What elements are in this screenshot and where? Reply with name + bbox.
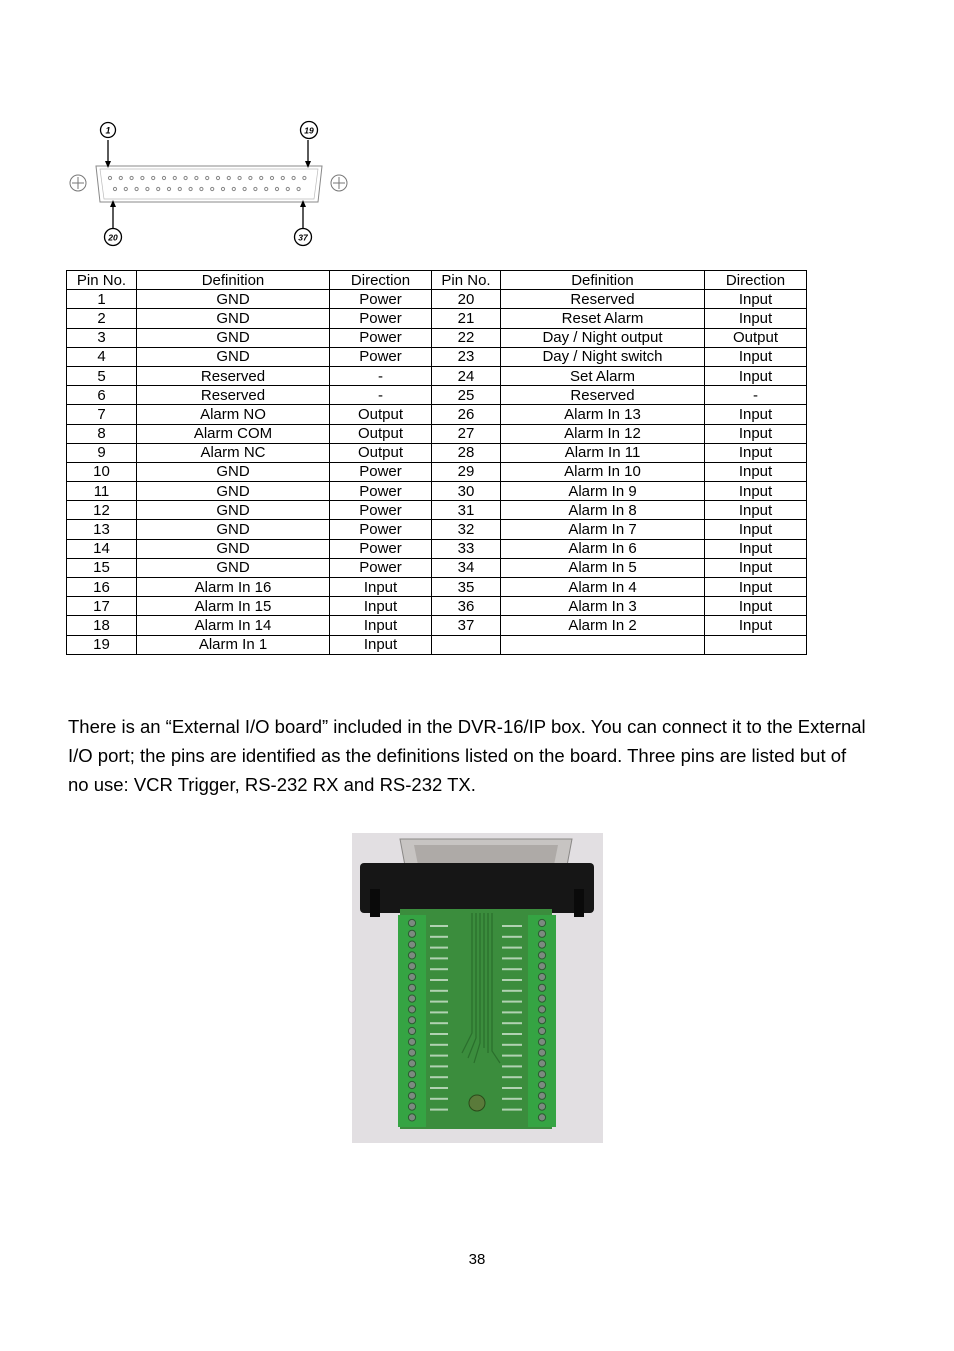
silkscreen-label [502,936,522,938]
table-row [67,366,807,385]
terminal-screw [538,930,545,937]
connector-pin [249,176,252,179]
cell-definition: Alarm In 16 [137,578,330,597]
cell-definition-2: Alarm In 13 [501,405,705,424]
terminal-screw [538,1017,545,1024]
terminal-screw [408,1092,415,1099]
connector-pin [108,176,111,179]
terminal-screw [408,1060,415,1067]
header-definition: Definition [137,271,330,290]
cell-direction-2: - [705,386,807,405]
cell-pin-no-2: 28 [432,443,501,462]
silkscreen-label [430,990,448,992]
header-direction-2: Direction [705,271,807,290]
terminal-screw [538,1027,545,1034]
silkscreen-label [502,1109,522,1111]
cell-definition-2: Alarm In 2 [501,616,705,635]
terminal-screw [538,1049,545,1056]
cell-definition-2: Reset Alarm [501,309,705,328]
terminal-screw [408,1081,415,1088]
terminal-screw [538,973,545,980]
cell-definition-2: Set Alarm [501,366,705,385]
cell-definition-2 [501,635,705,654]
silkscreen-label [430,1065,448,1067]
cell-direction: Input [330,578,432,597]
cell-direction: Power [330,328,432,347]
silkscreen-label [430,979,448,981]
cell-definition-2: Reserved [501,386,705,405]
silkscreen-label [430,947,448,949]
cell-pin-no: 6 [67,386,137,405]
header-direction: Direction [330,271,432,290]
cell-direction: Output [330,424,432,443]
connector-pin [270,176,273,179]
silkscreen-label [430,1001,448,1003]
connector-pin [157,187,160,190]
cell-direction-2: Input [705,520,807,539]
cell-definition-2: Alarm In 5 [501,558,705,577]
connector-pin [216,176,219,179]
cell-direction: Output [330,405,432,424]
cell-definition: Reserved [137,386,330,405]
silkscreen-label [502,1033,522,1035]
cell-direction-2: Input [705,558,807,577]
cell-direction-2: Input [705,347,807,366]
terminal-screw [408,1103,415,1110]
terminal-screw [408,984,415,991]
cell-pin-no: 13 [67,520,137,539]
cell-pin-no: 8 [67,424,137,443]
terminal-screw [538,1092,545,1099]
cell-pin-no-2: 31 [432,501,501,520]
terminal-screw [538,952,545,959]
connector-pin [243,187,246,190]
cell-direction-2: Input [705,290,807,309]
cell-pin-no-2: 32 [432,520,501,539]
silkscreen-label [502,957,522,959]
table-body [67,290,807,655]
terminal-screw [538,1006,545,1013]
body-paragraph: There is an “External I/O board” included in the DVR-16/IP box. You can connect it to the External I/O port; the pins are identified as the definitions listed on the board. Three pins are listed but of no use: VCR Trigger, RS-232 RX and RS-232 TX. [68,716,866,795]
cell-pin-no-2: 21 [432,309,501,328]
silkscreen-label [502,1022,522,1024]
terminal-screw [408,1017,415,1024]
table-row [67,386,807,405]
cell-direction: Input [330,616,432,635]
table-row [67,328,807,347]
terminal-screw [538,941,545,948]
cell-definition-2: Alarm In 3 [501,597,705,616]
cell-definition-2: Alarm In 4 [501,578,705,597]
silkscreen-label [430,1044,448,1046]
cell-definition-2: Alarm In 9 [501,482,705,501]
silkscreen-label [430,1076,448,1078]
terminal-screw [408,1038,415,1045]
silkscreen-label [502,1065,522,1067]
table-row [67,443,807,462]
cell-definition-2: Day / Night switch [501,347,705,366]
connector-pin [232,187,235,190]
table-row [67,597,807,616]
terminal-screw [408,1114,415,1121]
cell-pin-no: 2 [67,309,137,328]
connector-pin [227,176,230,179]
cell-pin-no-2: 26 [432,405,501,424]
table-row [67,347,807,366]
cell-pin-no: 17 [67,597,137,616]
cell-direction: Input [330,597,432,616]
cell-direction: Power [330,520,432,539]
table-row [67,558,807,577]
silkscreen-label [502,1098,522,1100]
terminal-screw [538,1103,545,1110]
terminal-screw [538,995,545,1002]
connector-pin [286,187,289,190]
cell-direction-2: Output [705,328,807,347]
page-number: 38 [468,1251,486,1268]
cell-definition-2: Alarm In 8 [501,501,705,520]
silkscreen-label [502,990,522,992]
terminal-screw [408,919,415,926]
cell-direction-2: Input [705,443,807,462]
pin-badge-1 [101,123,116,138]
cell-pin-no: 10 [67,462,137,481]
cell-pin-no-2: 25 [432,386,501,405]
cell-definition: Alarm In 15 [137,597,330,616]
cell-pin-no-2: 23 [432,347,501,366]
connector-pin [124,187,127,190]
table-row [67,578,807,597]
terminal-screw [538,1038,545,1045]
table-row [67,616,807,635]
cell-direction-2: Input [705,482,807,501]
table-row [67,539,807,558]
cell-definition: GND [137,328,330,347]
svg-text:37: 37 [298,232,308,243]
connector-pin [254,187,257,190]
cell-direction: Power [330,309,432,328]
cell-pin-no: 18 [67,616,137,635]
silkscreen-label [430,1087,448,1089]
cell-definition-2: Alarm In 6 [501,539,705,558]
connector-pin [178,187,181,190]
cell-pin-no: 11 [67,482,137,501]
pin-badge-19 [301,122,318,139]
cell-direction: Power [330,347,432,366]
external-io-board-photo [352,833,603,1143]
cell-pin-no: 12 [67,501,137,520]
connector-pin [303,176,306,179]
cell-pin-no: 1 [67,290,137,309]
connector-pin [200,187,203,190]
connector-pin [119,176,122,179]
cell-pin-no-2: 20 [432,290,501,309]
cell-direction: - [330,366,432,385]
silkscreen-label [430,1011,448,1013]
cell-definition: Alarm In 1 [137,635,330,654]
silkscreen-label [502,1044,522,1046]
table-row [67,520,807,539]
cell-pin-no-2: 35 [432,578,501,597]
connector-pin [146,187,149,190]
terminal-screw [408,963,415,970]
terminal-screw [538,963,545,970]
connector-pin [130,176,133,179]
connector-pin [195,176,198,179]
cell-pin-no-2: 34 [432,558,501,577]
svg-text:20: 20 [108,232,118,243]
cell-direction-2: Input [705,539,807,558]
table-row [67,309,807,328]
cell-direction: Power [330,482,432,501]
cell-direction-2: Input [705,578,807,597]
cell-pin-no: 3 [67,328,137,347]
table-row [67,290,807,309]
terminal-screw [408,952,415,959]
terminal-screw [538,919,545,926]
connector-pin [189,187,192,190]
header-pin-no-2: Pin No. [432,271,501,290]
cell-definition-2: Alarm In 11 [501,443,705,462]
silkscreen-label [430,1109,448,1111]
right-mounting-hole-icon [331,175,347,191]
pin-badge-37 [295,229,312,246]
cell-direction-2: Input [705,405,807,424]
connector-pin [292,176,295,179]
cell-definition-2: Alarm In 12 [501,424,705,443]
cell-direction-2 [705,635,807,654]
cell-pin-no-2: 22 [432,328,501,347]
silkscreen-label [502,1076,522,1078]
cell-direction-2: Input [705,616,807,635]
terminal-screw [408,973,415,980]
terminal-screw [538,984,545,991]
cell-direction: Output [330,443,432,462]
cell-definition-2: Alarm In 7 [501,520,705,539]
silkscreen-label [430,1033,448,1035]
cell-definition: GND [137,482,330,501]
silkscreen-label [502,1087,522,1089]
cell-pin-no-2: 24 [432,366,501,385]
silkscreen-label [430,925,448,927]
cell-definition: GND [137,347,330,366]
table-row [67,405,807,424]
header-pin-no: Pin No. [67,271,137,290]
cell-pin-no: 15 [67,558,137,577]
connector-pin [221,187,224,190]
cell-pin-no: 9 [67,443,137,462]
table-row [67,462,807,481]
terminal-screw [408,941,415,948]
cell-definition: Reserved [137,366,330,385]
pin-badge-20 [105,229,122,246]
cell-direction: Input [330,635,432,654]
cell-definition-2: Alarm In 10 [501,462,705,481]
pin-rows [108,176,306,190]
silkscreen-label [502,1055,522,1057]
silkscreen-label [430,936,448,938]
silkscreen-label [502,1011,522,1013]
connector-pin [206,176,209,179]
cell-definition-2: Reserved [501,290,705,309]
cell-definition: Alarm In 14 [137,616,330,635]
terminal-screw [538,1114,545,1121]
silkscreen-label [430,1055,448,1057]
cell-direction-2: Input [705,366,807,385]
connector-pin [275,187,278,190]
terminal-screw [408,1006,415,1013]
table-row [67,482,807,501]
terminal-screw [408,995,415,1002]
cell-pin-no: 19 [67,635,137,654]
table-row [67,635,807,654]
db37-connector-diagram [62,118,354,250]
cell-direction-2: Input [705,597,807,616]
cell-definition: GND [137,462,330,481]
table-row [67,501,807,520]
connector-pin [281,176,284,179]
connector-pin [152,176,155,179]
cell-pin-no: 4 [67,347,137,366]
cell-pin-no-2: 36 [432,597,501,616]
cell-pin-no-2: 37 [432,616,501,635]
cell-definition: GND [137,558,330,577]
silkscreen-label [502,925,522,927]
cell-pin-no-2: 33 [432,539,501,558]
connector-pin [141,176,144,179]
silkscreen-label [430,968,448,970]
cell-definition: GND [137,501,330,520]
cell-definition: Alarm NC [137,443,330,462]
cell-definition: GND [137,520,330,539]
connector-pin [211,187,214,190]
cell-direction-2: Input [705,424,807,443]
cell-pin-no: 14 [67,539,137,558]
terminal-screw [538,1060,545,1067]
terminal-screw [408,1027,415,1034]
silkscreen-label [430,957,448,959]
cell-direction: Power [330,539,432,558]
cell-pin-no-2: 30 [432,482,501,501]
cell-direction-2: Input [705,309,807,328]
cell-definition: Alarm COM [137,424,330,443]
table-header-row [67,271,807,290]
pin-definition-table [66,270,807,655]
terminal-screw [408,1049,415,1056]
silkscreen-label [430,1022,448,1024]
connector-pin [260,176,263,179]
connector-pin [135,187,138,190]
cell-pin-no: 5 [67,366,137,385]
left-mounting-hole-icon [70,175,86,191]
table-row [67,424,807,443]
cell-direction-2: Input [705,501,807,520]
cell-pin-no-2: 29 [432,462,501,481]
terminal-screw [538,1071,545,1078]
cell-direction: Power [330,290,432,309]
cell-definition: GND [137,539,330,558]
header-definition-2: Definition [501,271,705,290]
connector-pin [167,187,170,190]
silkscreen-label [502,979,522,981]
connector-pin [184,176,187,179]
cell-pin-no-2 [432,635,501,654]
connector-pin [162,176,165,179]
connector-pin [238,176,241,179]
cell-pin-no-2: 27 [432,424,501,443]
connector-pin [173,176,176,179]
svg-text:19: 19 [304,125,314,136]
silkscreen-label [430,1098,448,1100]
terminal-screw [408,1071,415,1078]
cell-pin-no: 7 [67,405,137,424]
terminal-screw [538,1081,545,1088]
connector-pin [265,187,268,190]
cell-direction: Power [330,501,432,520]
cell-direction: - [330,386,432,405]
cell-definition-2: Day / Night output [501,328,705,347]
cell-pin-no: 16 [67,578,137,597]
terminal-screw [408,930,415,937]
cell-direction-2: Input [705,462,807,481]
connector-pin [297,187,300,190]
cell-definition: Alarm NO [137,405,330,424]
connector-pin [113,187,116,190]
connector-shell [96,166,322,202]
cell-definition: GND [137,309,330,328]
svg-text:1: 1 [105,125,111,136]
silkscreen-label [502,1001,522,1003]
cell-definition: GND [137,290,330,309]
cell-direction: Power [330,462,432,481]
cell-direction: Power [330,558,432,577]
silkscreen-label [502,968,522,970]
silkscreen-label [502,947,522,949]
